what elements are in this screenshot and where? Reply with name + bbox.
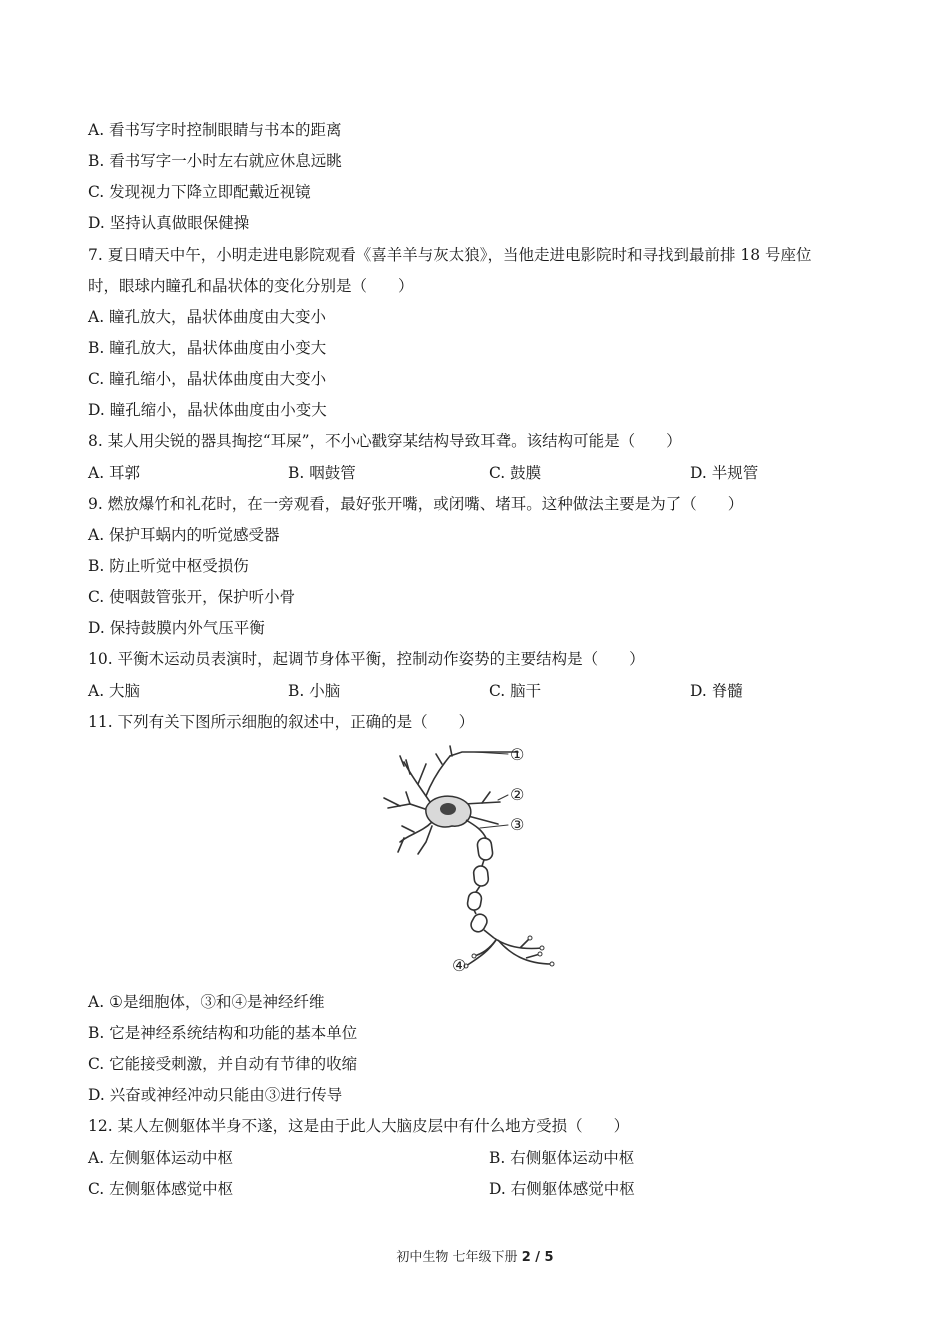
- q10-option-d: D. 脊髓: [690, 682, 743, 700]
- page-number: 2 / 5: [521, 1250, 554, 1265]
- neuron-diagram: [370, 742, 570, 978]
- q8-option-d: D. 半规管: [690, 464, 759, 482]
- q8-stem: 8. 某人用尖锐的器具掏挖“耳屎”，不小心戳穿某结构导致耳聋。该结构可能是（ ）: [88, 432, 682, 450]
- q9-option-d: D. 保持鼓膜内外气压平衡: [88, 619, 265, 637]
- q7-stem-line2: 时，眼球内瞳孔和晶状体的变化分别是（ ）: [88, 277, 414, 295]
- q11-option-b: B. 它是神经系统结构和功能的基本单位: [88, 1024, 358, 1042]
- q9-option-c: C. 使咽鼓管张开，保护听小骨: [88, 588, 296, 606]
- q11-option-a: A. ①是细胞体，③和④是神经纤维: [88, 993, 325, 1011]
- q6-option-b: B. 看书写字一小时左右就应休息远眺: [88, 152, 342, 170]
- q11-option-c: C. 它能接受刺激，并自动有节律的收缩: [88, 1055, 358, 1073]
- q6-option-d: D. 坚持认真做眼保健操: [88, 214, 250, 232]
- q6-option-c: C. 发现视力下降立即配戴近视镜: [88, 183, 311, 201]
- page-footer: [0, 1246, 950, 1265]
- q7-option-a: A. 瞳孔放大，晶状体曲度由大变小: [88, 308, 327, 326]
- q10-option-a: A. 大脑: [88, 682, 141, 700]
- label-4: ④: [452, 956, 467, 975]
- q12-option-b: B. 右侧躯体运动中枢: [489, 1149, 635, 1167]
- q12-option-a: A. 左侧躯体运动中枢: [88, 1149, 234, 1167]
- q12-option-d: D. 右侧躯体感觉中枢: [489, 1180, 635, 1198]
- q10-option-b: B. 小脑: [288, 682, 341, 700]
- q6-option-a: A. 看书写字时控制眼睛与书本的距离: [88, 121, 342, 139]
- q7-option-c: C. 瞳孔缩小，晶状体曲度由大变小: [88, 370, 327, 388]
- label-3: ③: [510, 815, 525, 834]
- q7-option-d: D. 瞳孔缩小，晶状体曲度由小变大: [88, 401, 327, 419]
- q10-option-c: C. 脑干: [489, 682, 542, 700]
- q8-option-a: A. 耳郭: [88, 464, 141, 482]
- q7-stem-line1: 7. 夏日晴天中午，小明走进电影院观看《喜羊羊与灰太狼》，当他走进电影院时和寻找到最前排 18 号座位: [88, 246, 812, 264]
- q11-option-d: D. 兴奋或神经冲动只能由③进行传导: [88, 1086, 343, 1104]
- q9-option-a: A. 保护耳蜗内的听觉感受器: [88, 526, 280, 544]
- q8-option-c: C. 鼓膜: [489, 464, 542, 482]
- q11-stem: 11. 下列有关下图所示细胞的叙述中，正确的是（ ）: [88, 713, 475, 731]
- q7-option-b: B. 瞳孔放大，晶状体曲度由小变大: [88, 339, 327, 357]
- footer-title: 初中生物 七年级下册: [396, 1250, 522, 1265]
- q9-option-b: B. 防止听觉中枢受损伤: [88, 557, 249, 575]
- label-1: ①: [510, 745, 525, 764]
- q8-option-b: B. 咽鼓管: [288, 464, 356, 482]
- q10-stem: 10. 平衡木运动员表演时，起调节身体平衡，控制动作姿势的主要结构是（ ）: [88, 650, 645, 668]
- q12-stem: 12. 某人左侧躯体半身不遂，这是由于此人大脑皮层中有什么地方受损（ ）: [88, 1117, 630, 1135]
- q12-option-c: C. 左侧躯体感觉中枢: [88, 1180, 234, 1198]
- label-2: ②: [510, 785, 525, 804]
- q9-stem: 9. 燃放爆竹和礼花时，在一旁观看，最好张开嘴，或闭嘴、堵耳。这种做法主要是为了（ ）: [88, 495, 744, 513]
